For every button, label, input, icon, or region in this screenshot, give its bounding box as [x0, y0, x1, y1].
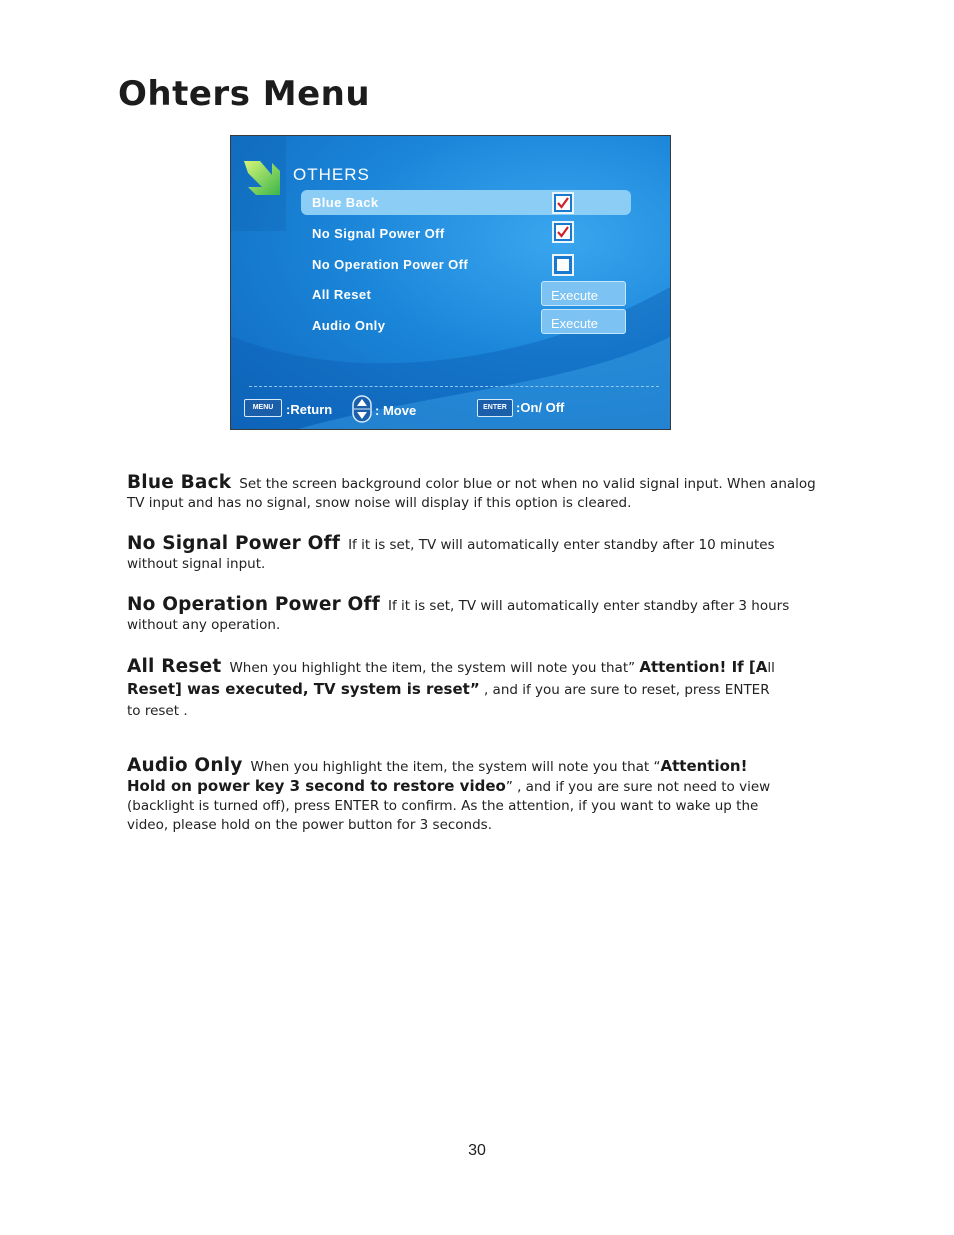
audio-only-text-line3: (backlight is turned off), press ENTER to confirm. As the attention, if you want to wake up the [127, 798, 759, 814]
blue-back-term: Blue Back [127, 472, 232, 493]
audio-only-attention-part2: Hold on power key 3 second to restore video [127, 777, 506, 795]
arrow-icon [238, 153, 286, 201]
return-label: :Return [286, 402, 333, 417]
all-reset-term: All Reset [127, 656, 222, 677]
menu-item-audio-only[interactable]: Audio Only [312, 318, 386, 333]
audio-only-execute-button[interactable]: Execute [541, 309, 626, 334]
all-reset-description [127, 656, 847, 722]
audio-only-attention-part1: Attention! [660, 757, 748, 775]
audio-only-description [127, 756, 847, 835]
others-menu-screenshot [230, 135, 671, 430]
empty-checkbox-fill [557, 259, 569, 271]
page-title: Ohters Menu [118, 74, 371, 114]
menu-item-blue-back[interactable]: Blue Back [312, 195, 379, 210]
audio-only-text-line4: video, please hold on the power button for 3 seconds. [127, 817, 493, 833]
all-reset-execute-button[interactable]: Execute [541, 281, 626, 306]
up-down-arrows-icon [352, 395, 372, 423]
audio-only-text2: ” , and if you are sure not need to view [505, 779, 771, 795]
all-reset-text-line3: to reset . [127, 703, 188, 719]
no-signal-power-off-checkbox[interactable] [552, 221, 574, 243]
audio-only-term: Audio Only [127, 755, 243, 776]
no-operation-power-off-checkbox[interactable] [552, 254, 574, 276]
audio-only-text1: When you highlight the item, the system will note you that “ [250, 759, 661, 775]
no-signal-text-line1: If it is set, TV will automatically enter standby after 10 minutes [348, 537, 775, 553]
menu-item-all-reset[interactable]: All Reset [312, 287, 372, 302]
blue-back-description [127, 473, 847, 513]
checkmark-icon [556, 196, 570, 210]
no-signal-description [127, 534, 847, 574]
enter-key[interactable]: ENTER [477, 399, 513, 417]
footer-divider [249, 386, 659, 387]
move-label: : Move [375, 403, 417, 418]
menu-key[interactable]: MENU [244, 399, 282, 417]
blue-back-text-line1: Set the screen background color blue or not when no valid signal input. When analog [239, 476, 816, 492]
all-reset-attention-part2: Reset] was executed, TV system is reset” [127, 680, 480, 698]
no-operation-term: No Operation Power Off [127, 594, 380, 615]
on-off-label: :On/ Off [516, 400, 565, 415]
all-reset-text2: ll [767, 660, 775, 676]
blue-back-text-line2: TV input and has no signal, snow noise will display if this option is cleared. [127, 495, 632, 511]
page-number: 30 [468, 1142, 486, 1159]
osd-menu-title: OTHERS [293, 165, 370, 184]
all-reset-text3: , and if you are sure to reset, press ENTER [479, 682, 770, 698]
blue-back-checkbox[interactable] [552, 192, 574, 214]
all-reset-text1: When you highlight the item, the system will note you that” [229, 660, 636, 676]
all-reset-attention-part1: Attention! If [A [639, 658, 768, 676]
no-signal-term: No Signal Power Off [127, 533, 341, 554]
checkmark-icon [556, 225, 570, 239]
no-operation-text-line1: If it is set, TV will automatically enter standby after 3 hours [387, 598, 790, 614]
menu-item-no-signal-power-off[interactable]: No Signal Power Off [312, 226, 445, 241]
no-signal-text-line2: without signal input. [127, 556, 266, 572]
no-operation-text-line2: without any operation. [127, 617, 281, 633]
no-operation-description [127, 595, 847, 635]
menu-item-no-operation-power-off[interactable]: No Operation Power Off [312, 257, 469, 272]
